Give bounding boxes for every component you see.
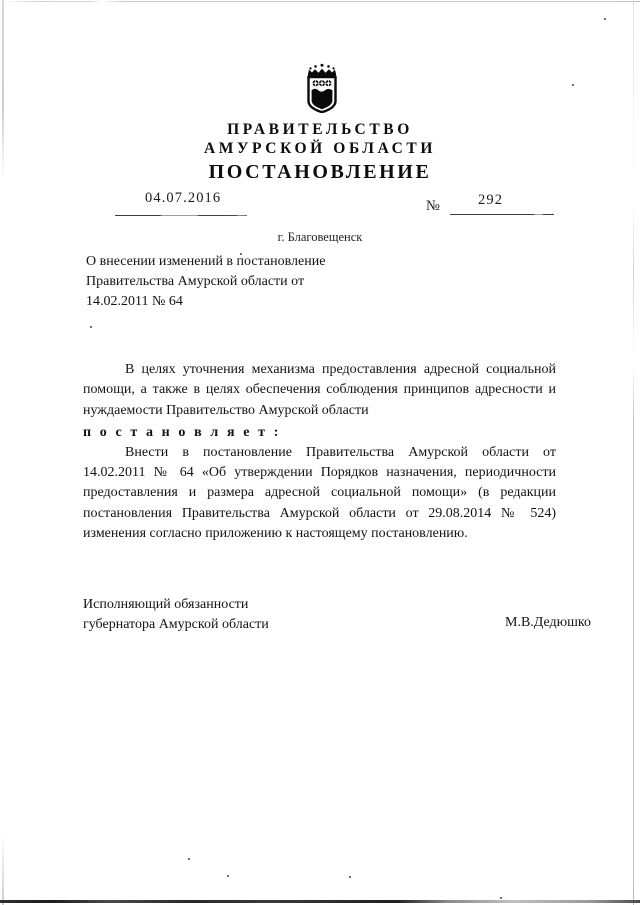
document-city: г. Благовещенск: [277, 230, 363, 244]
signature-title-line1: Исполняющий обязанности: [83, 597, 249, 612]
number-underline: [450, 214, 554, 215]
document-number: 292: [478, 192, 504, 208]
scan-edge-top: [0, 1, 640, 2]
header-region-line: АМУРСКОЙ ОБЛАСТИ: [204, 140, 436, 157]
body-paragraph-1: [83, 360, 556, 421]
document-body: [83, 360, 556, 544]
scan-speck: [349, 876, 351, 878]
body-paragraph-1-text: В целях уточнения механизма предоставления адресной социальной помощи, а также в целях обеспечения соблюдения принципов адресности и нуждаемости Правительство Амурской области: [83, 362, 556, 418]
document-date: 04.07.2016: [145, 190, 222, 206]
scan-edge-bottom: [0, 900, 640, 903]
signature-name: М.В.Дедюшко: [505, 615, 591, 630]
scan-speck: [604, 18, 606, 20]
scan-speck: [90, 326, 92, 328]
scan-speck: [227, 875, 229, 877]
body-paragraph-2: [83, 443, 556, 544]
header-government-line: ПРАВИТЕЛЬСТВО: [227, 121, 413, 138]
signature-title-line2: губернатора Амурской области: [83, 617, 269, 632]
signature-title: [83, 595, 269, 635]
scan-speck: [188, 858, 190, 860]
date-underline: [115, 215, 247, 216]
header-doc-type: ПОСТАНОВЛЕНИЕ: [208, 161, 432, 183]
scan-speck: [500, 897, 502, 899]
document-subject: О внесении изменений в постановление Правительства Амурской области от 14.02.2011 № 64: [86, 254, 326, 309]
body-paragraph-2-text: Внести в постановление Правительства Амурской области от 14.02.2011 № 64 «Об утверждении Порядков назначения, периодичности предоставления и размера адресной социальной помощи» (в редакции постановления Правительства Амурской области от 29.08.2014 № 524) изменения согласно: [83, 444, 556, 542]
scan-speck: [572, 84, 574, 86]
coat-of-arms-icon: [303, 63, 341, 113]
body-paragraph-2-lastline: приложению к настоящему постановлению.: [205, 526, 468, 542]
decree-keyword: п о с т а н о в л я е т :: [83, 424, 281, 440]
number-sign-symbol: №: [426, 198, 440, 214]
